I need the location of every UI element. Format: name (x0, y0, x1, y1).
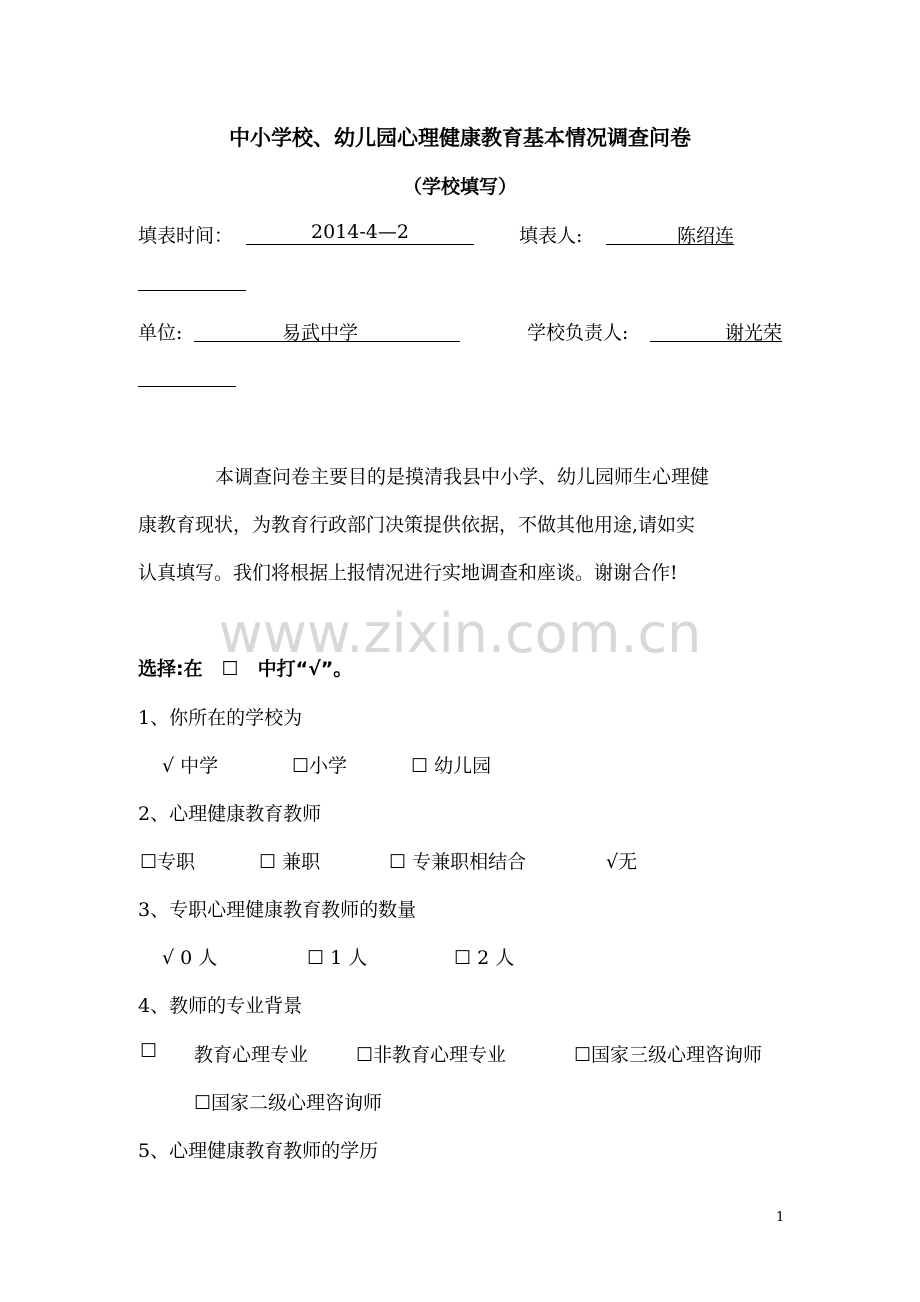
filler-underline (606, 244, 734, 245)
question-5: 5、心理健康教育教师的学历 (138, 1140, 379, 1162)
intro-line-3: 认真填写。我们将根据上报情况进行实地调查和座谈。谢谢合作! (138, 562, 678, 584)
filler-label: 填表人: (519, 225, 583, 247)
page-number: 1 (776, 1210, 785, 1225)
q2-option-full-time[interactable]: ☐专职 (140, 851, 196, 873)
page-subtitle: （学校填写） (402, 176, 517, 198)
question-2: 2、心理健康教育教师 (138, 803, 322, 825)
filler-value: 陈绍连 (676, 225, 734, 247)
intro-line-1: 本调查问卷主要目的是摸清我县中小学、幼儿园师生心理健 (215, 466, 710, 488)
q3-option-0[interactable]: √ 0 人 (162, 947, 218, 969)
unit-underline (194, 341, 460, 342)
q3-option-2[interactable]: ☐ 2 人 (454, 947, 515, 969)
q3-option-1[interactable]: ☐ 1 人 (307, 947, 368, 969)
q2-option-combined[interactable]: ☐ 专兼职相结合 (389, 851, 527, 873)
unit-value: 易武中学 (282, 322, 359, 344)
q1-option-kindergarten[interactable]: ☐ 幼儿园 (411, 755, 492, 777)
q4-option-level3-counselor[interactable]: ☐国家三级心理咨询师 (574, 1044, 763, 1066)
intro-line-2: 康教育现状，为教育行政部门决策提供依据，不做其他用途,请如实 (138, 514, 696, 536)
q4-option-level2-counselor[interactable]: ☐国家二级心理咨询师 (194, 1092, 383, 1114)
fill-time-label: 填表时间： (138, 225, 234, 247)
instruction: 选择:在 ☐ 中打“√”。 (138, 658, 353, 680)
principal-underline (650, 341, 782, 342)
q4-checkbox-education-psychology[interactable]: ☐ (140, 1040, 158, 1062)
filler-underline-continued (138, 290, 246, 291)
principal-value: 谢光荣 (724, 322, 782, 344)
question-4: 4、教师的专业背景 (138, 995, 303, 1017)
q1-option-middle-school[interactable]: √ 中学 (162, 755, 219, 777)
q2-option-none[interactable]: √无 (606, 851, 638, 873)
q1-option-primary-school[interactable]: ☐小学 (292, 755, 348, 777)
question-3: 3、专职心理健康教育教师的数量 (138, 899, 417, 921)
page-title: 中小学校、幼儿园心理健康教育基本情况调查问卷 (229, 126, 691, 150)
q4-option-non-education-psychology[interactable]: ☐非教育心理专业 (356, 1044, 507, 1066)
watermark: www.zixin.com.cn (218, 602, 702, 665)
fill-time-value: 2014-4—2 (311, 221, 409, 243)
question-1: 1、你所在的学校为 (138, 707, 303, 729)
principal-label: 学校负责人: (527, 322, 629, 344)
q4-option-education-psychology: 教育心理专业 (194, 1044, 309, 1066)
principal-underline-continued (138, 386, 236, 387)
fill-time-underline (246, 244, 474, 245)
unit-label: 单位: (138, 322, 183, 344)
q2-option-part-time[interactable]: ☐ 兼职 (259, 851, 321, 873)
